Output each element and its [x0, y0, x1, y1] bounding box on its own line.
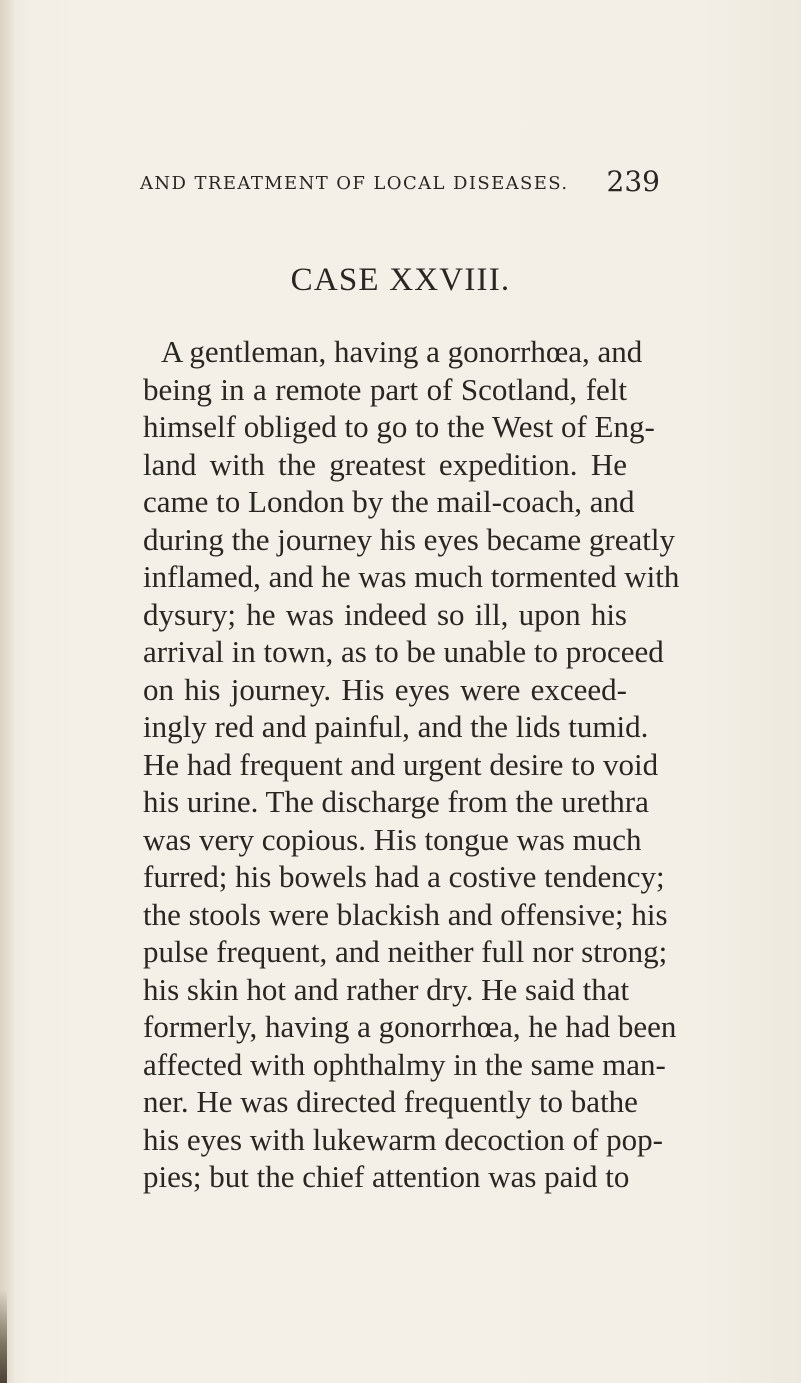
text-line: during the journey his eyes became greatly [143, 521, 675, 557]
text-line: arrival in town, as to be unable to proceed [143, 634, 664, 669]
text-line: inflamed, and he was much tormented with [143, 559, 680, 594]
text-line: pulse frequent, and neither full nor strong; [143, 934, 668, 969]
text-line: pies; but the chief attention was paid to [143, 1159, 630, 1194]
text-line: came to London by the mail-coach, and [143, 484, 635, 519]
text-line: ingly red and painful, and the lids tumid. [143, 709, 649, 744]
text-line: A gentleman, having a gonorrhœa, and [161, 334, 643, 369]
body-paragraph [143, 333, 680, 1196]
text-line: ner. He was directed frequently to bathe [143, 1084, 638, 1119]
text-line: furred; his bowels had a costive tendency; [143, 859, 665, 894]
binding-mark [0, 1290, 7, 1383]
text-line: being in a remote part of Scotland, felt [143, 371, 627, 407]
running-title: AND TREATMENT OF LOCAL DISEASES. [140, 173, 569, 194]
text-line: dysury; he was indeed so ill, upon his [143, 596, 627, 632]
text-line: himself obliged to go to the West of Eng- [143, 409, 655, 444]
running-head [140, 165, 660, 201]
text-line: land with the greatest expedition. He [143, 446, 627, 482]
text-line: the stools were blackish and offensive; his [143, 896, 668, 932]
text-line: on his journey. His eyes were exceed- [143, 671, 627, 707]
text-line: formerly, having a gonorrhœa, he had been [143, 1009, 677, 1044]
text-line: his urine. The discharge from the urethra [143, 784, 649, 819]
text-line: He had frequent and urgent desire to void [143, 746, 659, 782]
text-line: his eyes with lukewarm decoction of pop- [143, 1121, 663, 1157]
text-line: his skin hot and rather dry. He said that [143, 971, 630, 1007]
text-line: was very copious. His tongue was much [143, 821, 642, 857]
case-heading: CASE XXVIII. [290, 262, 511, 298]
text-line: affected with ophthalmy in the same man- [143, 1046, 666, 1082]
spine-shadow [0, 0, 14, 1383]
page-number: 239 [606, 165, 660, 198]
